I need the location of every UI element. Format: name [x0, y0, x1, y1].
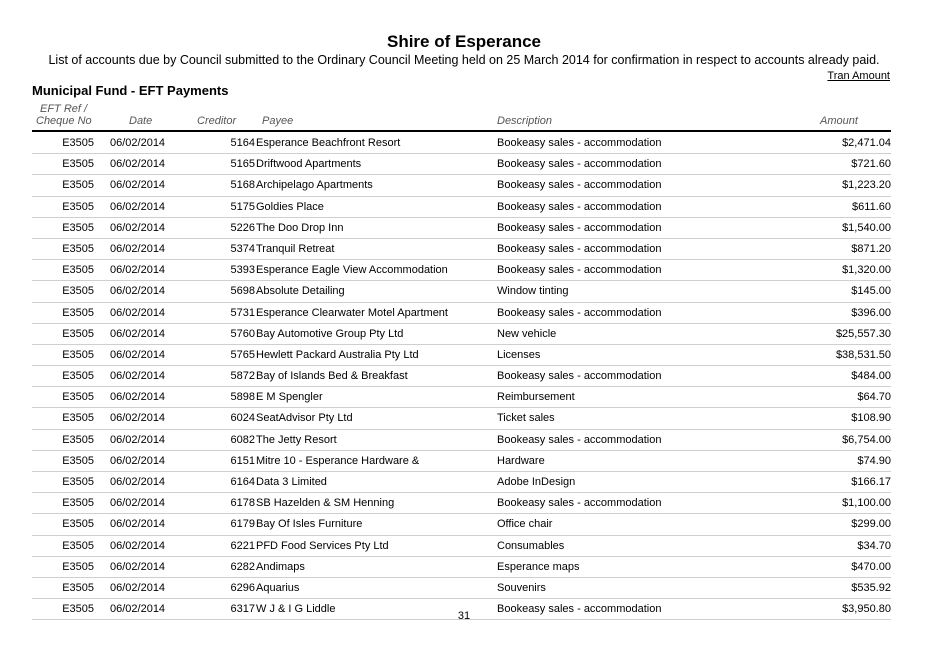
cell-date: 06/02/2014: [110, 179, 166, 192]
cell-creditor: 6282: [230, 560, 255, 573]
cell-creditor: 6151: [230, 454, 255, 467]
cell-amount: $611.60: [852, 200, 891, 213]
table-row: [32, 408, 891, 429]
cell-amount: $145.00: [851, 285, 891, 298]
cell-amount: $74.90: [857, 454, 891, 467]
cell-date: 06/02/2014: [110, 306, 166, 319]
table-row: [32, 303, 891, 324]
cell-payee: Mitre 10 - Esperance Hardware &: [256, 454, 420, 467]
cell-date: 06/02/2014: [110, 539, 166, 552]
cell-creditor: 5165: [230, 158, 255, 171]
cell-ref: E3505: [62, 603, 94, 616]
cell-description: Bookeasy sales - accommodation: [497, 200, 662, 213]
cell-ref: E3505: [62, 200, 94, 213]
col-header-ref-line2: Cheque No: [36, 115, 92, 127]
cell-ref: E3505: [62, 476, 94, 488]
cell-creditor: 5393: [230, 264, 255, 277]
table-row: [32, 345, 891, 366]
cell-amount: $166.17: [851, 476, 891, 488]
table-row: [32, 387, 891, 408]
cell-date: 06/02/2014: [110, 264, 166, 277]
cell-date: 06/02/2014: [110, 158, 166, 171]
cell-amount: $3,950.80: [842, 603, 891, 616]
cell-payee: W J & I G Liddle: [256, 603, 336, 616]
cell-creditor: 5175: [230, 200, 255, 213]
cell-creditor: 5765: [230, 348, 255, 361]
table-row: [32, 536, 891, 557]
table-row: [32, 451, 891, 472]
table-row: [32, 557, 891, 578]
cell-description: Adobe InDesign: [497, 476, 576, 488]
cell-description: Souvenirs: [497, 581, 546, 594]
cell-payee: SB Hazelden & SM Henning: [256, 497, 395, 510]
cell-date: 06/02/2014: [110, 560, 166, 573]
col-header-creditor: Creditor: [197, 115, 237, 127]
table-row: [32, 154, 891, 175]
table-row: [32, 472, 891, 493]
cell-payee: Andimaps: [256, 560, 305, 573]
cell-description: Hardware: [497, 454, 545, 467]
cell-date: 06/02/2014: [110, 454, 166, 467]
cell-payee: Goldies Place: [256, 200, 324, 213]
cell-amount: $1,223.20: [842, 179, 891, 192]
cell-amount: $108.90: [851, 412, 891, 425]
cell-description: Bookeasy sales - accommodation: [497, 179, 662, 192]
cell-amount: $34.70: [857, 539, 891, 552]
cell-date: 06/02/2014: [110, 348, 166, 361]
cell-date: 06/02/2014: [110, 433, 166, 446]
cell-description: Bookeasy sales - accommodation: [497, 137, 662, 149]
cell-date: 06/02/2014: [110, 200, 166, 213]
document-subtitle: List of accounts due by Council submitted to the Ordinary Council Meeting held on 25 March 2014 for confirmation in respect to accounts already paid.: [48, 53, 880, 67]
cell-amount: $64.70: [857, 391, 891, 404]
col-header-amount: Amount: [820, 115, 858, 127]
cell-ref: E3505: [62, 158, 94, 171]
cell-description: Bookeasy sales - accommodation: [497, 158, 662, 171]
document-title: Shire of Esperance: [386, 32, 541, 51]
cell-ref: E3505: [62, 179, 94, 192]
cell-ref: E3505: [62, 539, 94, 552]
cell-date: 06/02/2014: [110, 603, 166, 616]
cell-ref: E3505: [62, 264, 94, 277]
cell-creditor: 5760: [230, 327, 255, 340]
cell-payee: E M Spengler: [256, 391, 323, 404]
cell-ref: E3505: [62, 242, 94, 255]
table-row: [32, 493, 891, 514]
cell-ref: E3505: [62, 518, 94, 531]
table-row: [32, 197, 891, 218]
cell-ref: E3505: [62, 306, 94, 319]
header-divider: [32, 130, 891, 132]
cell-ref: E3505: [62, 433, 94, 446]
cell-ref: E3505: [62, 327, 94, 340]
cell-creditor: 5374: [230, 242, 255, 255]
cell-date: 06/02/2014: [110, 518, 166, 531]
cell-creditor: 6221: [230, 539, 255, 552]
cell-payee: Archipelago Apartments: [256, 179, 373, 192]
cell-amount: $721.60: [851, 158, 891, 171]
cell-payee: Esperance Clearwater Motel Apartment: [256, 306, 448, 319]
cell-ref: E3505: [62, 285, 94, 298]
cell-date: 06/02/2014: [110, 221, 166, 234]
cell-description: Window tinting: [497, 285, 569, 298]
table-row: [32, 175, 891, 196]
cell-payee: Hewlett Packard Australia Pty Ltd: [256, 348, 419, 361]
cell-amount: $484.00: [851, 370, 891, 383]
cell-description: Consumables: [497, 539, 565, 552]
cell-description: Bookeasy sales - accommodation: [497, 221, 662, 234]
cell-payee: Driftwood Apartments: [256, 158, 362, 171]
cell-payee: Absolute Detailing: [256, 285, 345, 298]
tran-amount-label: Tran Amount: [827, 70, 890, 82]
cell-payee: Esperance Eagle View Accommodation: [256, 264, 448, 277]
cell-amount: $2,471.04: [842, 137, 891, 149]
table-row: [32, 578, 891, 599]
cell-amount: $6,754.00: [842, 433, 891, 446]
table-row: [32, 324, 891, 345]
cell-description: Bookeasy sales - accommodation: [497, 306, 662, 319]
cell-ref: E3505: [62, 221, 94, 234]
table-row: [32, 133, 891, 154]
cell-creditor: 6024: [230, 412, 255, 425]
cell-description: Bookeasy sales - accommodation: [497, 497, 662, 510]
cell-date: 06/02/2014: [110, 412, 166, 425]
cell-date: 06/02/2014: [110, 476, 166, 488]
cell-description: Licenses: [497, 348, 541, 361]
cell-creditor: 5898: [230, 391, 255, 404]
cell-ref: E3505: [62, 348, 94, 361]
table-row: [32, 514, 891, 535]
cell-amount: $1,320.00: [842, 264, 891, 277]
cell-creditor: 6317: [230, 603, 255, 616]
col-header-date: Date: [129, 115, 153, 127]
cell-description: Reimbursement: [497, 391, 575, 404]
cell-amount: $25,557.30: [835, 327, 891, 340]
cell-ref: E3505: [62, 391, 94, 404]
cell-ref: E3505: [62, 370, 94, 383]
cell-ref: E3505: [62, 454, 94, 467]
cell-description: Bookeasy sales - accommodation: [497, 603, 662, 616]
cell-payee: The Doo Drop Inn: [256, 221, 344, 234]
cell-payee: SeatAdvisor Pty Ltd: [256, 412, 353, 425]
cell-date: 06/02/2014: [110, 242, 166, 255]
cell-date: 06/02/2014: [110, 285, 166, 298]
col-header-ref-line1: EFT Ref /: [40, 103, 88, 115]
cell-amount: $299.00: [851, 518, 891, 531]
cell-creditor: 5226: [230, 221, 255, 234]
cell-date: 06/02/2014: [110, 137, 166, 149]
cell-payee: Tranquil Retreat: [256, 242, 335, 255]
cell-creditor: 5168: [230, 179, 255, 192]
cell-payee: The Jetty Resort: [256, 433, 337, 446]
cell-creditor: 6179: [230, 518, 255, 531]
table-row: [32, 281, 891, 302]
cell-description: Bookeasy sales - accommodation: [497, 242, 662, 255]
cell-amount: $38,531.50: [835, 348, 891, 361]
cell-description: Bookeasy sales - accommodation: [497, 433, 662, 446]
cell-description: Office chair: [497, 518, 553, 531]
cell-amount: $535.92: [851, 581, 891, 594]
cell-payee: Esperance Beachfront Resort: [256, 137, 401, 149]
cell-date: 06/02/2014: [110, 391, 166, 404]
cell-description: Bookeasy sales - accommodation: [497, 264, 662, 277]
cell-creditor: 5731: [230, 306, 255, 319]
cell-payee: Aquarius: [256, 581, 300, 594]
col-header-payee: Payee: [262, 115, 294, 127]
cell-creditor: 5698: [230, 285, 255, 298]
payments-table: [32, 133, 891, 620]
table-row: [32, 366, 891, 387]
cell-ref: E3505: [62, 497, 94, 510]
cell-description: Ticket sales: [497, 412, 555, 425]
cell-ref: E3505: [62, 137, 94, 149]
cell-description: Esperance maps: [497, 560, 580, 573]
cell-amount: $1,540.00: [842, 221, 891, 234]
cell-date: 06/02/2014: [110, 581, 166, 594]
cell-creditor: 5872: [230, 370, 255, 383]
table-row: [32, 218, 891, 239]
cell-ref: E3505: [62, 412, 94, 425]
cell-amount: $871.20: [851, 242, 891, 255]
table-row: [32, 239, 891, 260]
page-number: 31: [457, 610, 471, 622]
col-header-description: Description: [497, 115, 553, 127]
cell-date: 06/02/2014: [110, 497, 166, 510]
cell-creditor: 5164: [230, 137, 255, 149]
cell-payee: Bay of Islands Bed & Breakfast: [256, 370, 408, 383]
cell-date: 06/02/2014: [110, 370, 166, 383]
cell-payee: Bay Automotive Group Pty Ltd: [256, 327, 404, 340]
cell-creditor: 6082: [230, 433, 255, 446]
cell-amount: $470.00: [851, 560, 891, 573]
cell-amount: $396.00: [851, 306, 891, 319]
cell-creditor: 6178: [230, 497, 255, 510]
table-row: [32, 260, 891, 281]
cell-description: New vehicle: [497, 327, 557, 340]
cell-payee: Bay Of Isles Furniture: [256, 518, 363, 531]
cell-payee: Data 3 Limited: [256, 476, 327, 488]
cell-ref: E3505: [62, 581, 94, 594]
section-heading: Municipal Fund - EFT Payments: [32, 83, 229, 98]
cell-description: Bookeasy sales - accommodation: [497, 370, 662, 383]
cell-creditor: 6164: [230, 476, 255, 488]
cell-creditor: 6296: [230, 581, 255, 594]
table-row: [32, 430, 891, 451]
cell-payee: PFD Food Services Pty Ltd: [256, 539, 389, 552]
cell-date: 06/02/2014: [110, 327, 166, 340]
cell-amount: $1,100.00: [842, 497, 891, 510]
cell-ref: E3505: [62, 560, 94, 573]
